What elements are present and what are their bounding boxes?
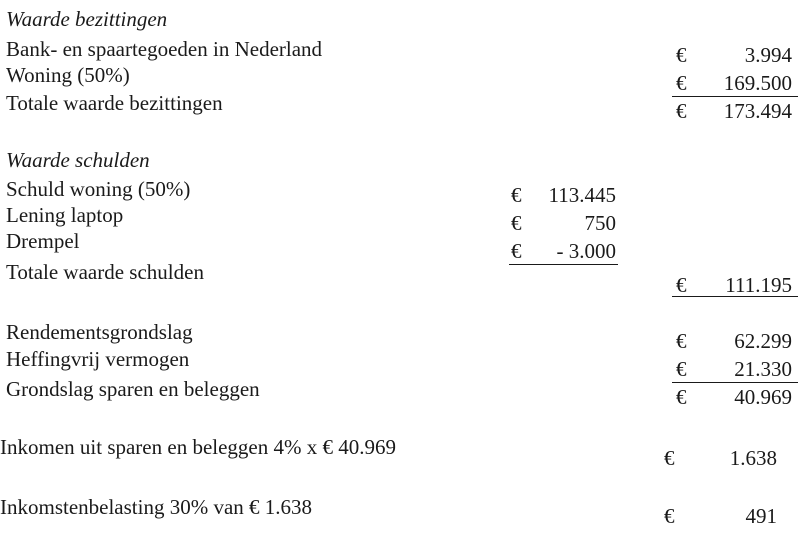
debts-row-amount-laptop: 750 <box>584 211 616 235</box>
base-row-amount-rendement: 62.299 <box>734 329 792 353</box>
base-row-amount-grondslag: 40.969 <box>734 385 792 409</box>
assets-row-currency-bank: € <box>676 43 687 67</box>
base-row-amount-heffingvrij: 21.330 <box>734 357 792 381</box>
base-row-label-rendement: Rendementsgrondslag <box>6 320 193 344</box>
debts-row-label-laptop: Lening laptop <box>6 203 124 227</box>
debts-row-label-woning: Schuld woning (50%) <box>6 177 191 201</box>
debts-subtotal-rule <box>509 264 618 265</box>
assets-row-label-bank: Bank- en spaartegoeden in Nederland <box>6 37 323 61</box>
tax-currency: € <box>664 504 675 528</box>
tax-label: Inkomstenbelasting 30% van € 1.638 <box>0 495 313 519</box>
income-amount: 1.638 <box>729 446 777 470</box>
assets-row-amount-woning: 169.500 <box>723 71 792 95</box>
debts-row-currency-woning: € <box>511 183 522 207</box>
assets-row-currency-woning: € <box>676 71 687 95</box>
tax-amount: 491 <box>745 504 777 528</box>
assets-row-amount-total: 173.494 <box>723 99 792 123</box>
base-row-currency-rendement: € <box>676 329 687 353</box>
base-row-label-heffingvrij: Heffingvrij vermogen <box>6 347 190 371</box>
base-row-currency-grondslag: € <box>676 385 687 409</box>
debts-total-label: Totale waarde schulden <box>6 260 204 284</box>
debts-total-currency: € <box>676 273 687 297</box>
assets-subtotal-rule <box>672 96 798 97</box>
base-row-currency-heffingvrij: € <box>676 357 687 381</box>
debts-heading: Waarde schulden <box>6 148 150 172</box>
assets-row-amount-bank: 3.994 <box>744 43 792 67</box>
assets-row-label-woning: Woning (50%) <box>6 63 130 87</box>
debts-row-currency-laptop: € <box>511 211 522 235</box>
base-row-label-grondslag: Grondslag sparen en beleggen <box>6 377 260 401</box>
assets-row-currency-total: € <box>676 99 687 123</box>
debts-total-rule <box>672 296 798 297</box>
debts-row-label-drempel: Drempel <box>6 229 80 253</box>
debts-total-amount: 111.195 <box>725 273 792 297</box>
assets-row-label-total: Totale waarde bezittingen <box>6 91 223 115</box>
debts-row-amount-drempel: - 3.000 <box>556 239 616 263</box>
debts-row-currency-drempel: € <box>511 239 522 263</box>
assets-heading: Waarde bezittingen <box>6 7 168 31</box>
income-currency: € <box>664 446 675 470</box>
debts-row-amount-woning: 113.445 <box>548 183 616 207</box>
income-label: Inkomen uit sparen en beleggen 4% x € 40.969 <box>0 435 396 459</box>
base-subtotal-rule <box>672 382 798 383</box>
